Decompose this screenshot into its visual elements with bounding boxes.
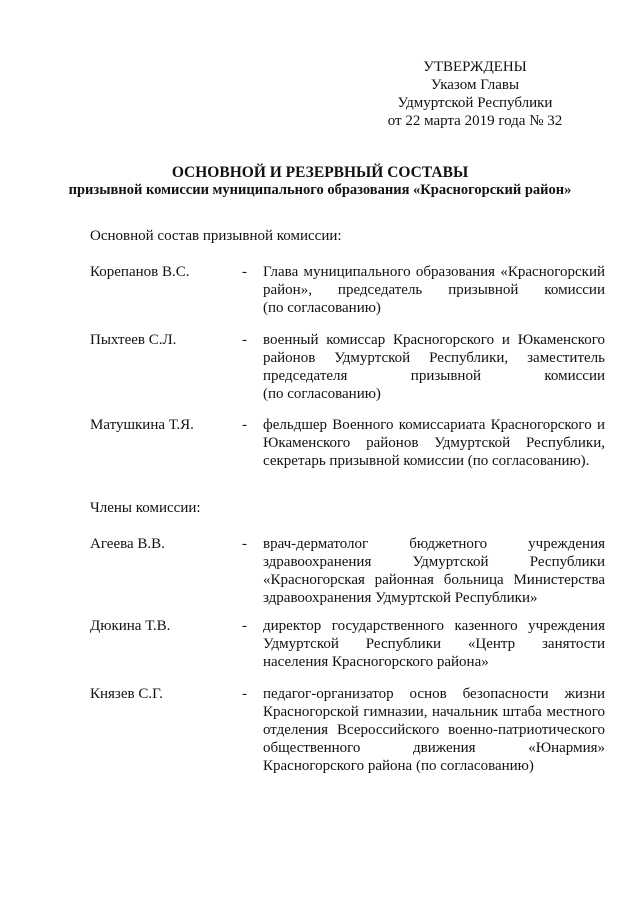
dash-separator: -: [242, 417, 247, 433]
desc-line: здравоохранения Удмуртской Республики»: [263, 590, 538, 606]
desc-line: общественного движения «Юнармия»: [263, 740, 605, 756]
member-description: [263, 535, 605, 607]
document-title: ОСНОВНОЙ И РЕЗЕРВНЫЙ СОСТАВЫ: [171, 164, 469, 181]
desc-line: Удмуртской Республики «Центр занятости: [263, 636, 605, 652]
document-subtitle: призывной комиссии муниципального образования «Красногорский район»: [68, 182, 572, 198]
desc-line: (по согласованию): [263, 300, 381, 316]
member-name: Корепанов В.С.: [90, 264, 190, 280]
desc-line: военный комиссар Красногорского и Юкаменского: [263, 332, 605, 348]
approval-line-3: Удмуртской Республики: [397, 95, 553, 111]
desc-line: Красногорского района (по согласованию): [263, 758, 534, 774]
member-description: [263, 685, 605, 775]
member-description: [263, 331, 605, 403]
desc-line: (по согласованию): [263, 386, 381, 402]
dash-separator: -: [242, 618, 247, 634]
dash-separator: -: [242, 332, 247, 348]
desc-line: районов Удмуртской Республики, заместитель: [263, 350, 605, 366]
desc-line: врач-дерматолог бюджетного учреждения: [263, 536, 605, 552]
member-name: Агеева В.В.: [90, 536, 165, 552]
desc-line: отделения Всероссийского военно-патриотического: [263, 722, 605, 738]
approval-line-2: Указом Главы: [430, 77, 520, 93]
desc-line: «Красногорская районная больница Министерства: [263, 572, 605, 588]
desc-line: секретарь призывной комиссии (по согласованию).: [263, 453, 590, 469]
member-description: [263, 416, 605, 470]
approval-stamp: [360, 58, 590, 130]
desc-line: председателя призывной комиссии: [263, 368, 605, 384]
desc-line: Красногорской гимназии, начальник штаба местного: [263, 704, 605, 720]
member-description: [263, 617, 605, 671]
approval-line-1: УТВЕРЖДЕНЫ: [423, 59, 527, 75]
desc-line: район», председатель призывной комиссии: [263, 282, 605, 298]
dash-separator: -: [242, 686, 247, 702]
desc-line: педагог-организатор основ безопасности жизни: [263, 686, 605, 702]
member-name: Матушкина Т.Я.: [90, 417, 194, 433]
member-name: Дюкина Т.В.: [90, 618, 171, 634]
main-section-heading: Основной состав призывной комиссии:: [90, 228, 342, 244]
approval-line-4: от 22 марта 2019 года № 32: [387, 113, 563, 129]
member-name: Пыхтеев С.Л.: [90, 332, 177, 348]
desc-line: Юкаменского районов Удмуртской Республики,: [263, 435, 605, 451]
member-name: Князев С.Г.: [90, 686, 163, 702]
desc-line: фельдшер Военного комиссариата Красногорского и: [263, 417, 605, 433]
members-section-heading: Члены комиссии:: [90, 500, 201, 516]
desc-line: Глава муниципального образования «Красногорский: [263, 264, 605, 280]
member-description: [263, 263, 605, 317]
dash-separator: -: [242, 264, 247, 280]
dash-separator: -: [242, 536, 247, 552]
desc-line: директор государственного казенного учреждения: [263, 618, 605, 634]
desc-line: населения Красногорского района»: [263, 654, 489, 670]
desc-line: здравоохранения Удмуртской Республики: [263, 554, 605, 570]
